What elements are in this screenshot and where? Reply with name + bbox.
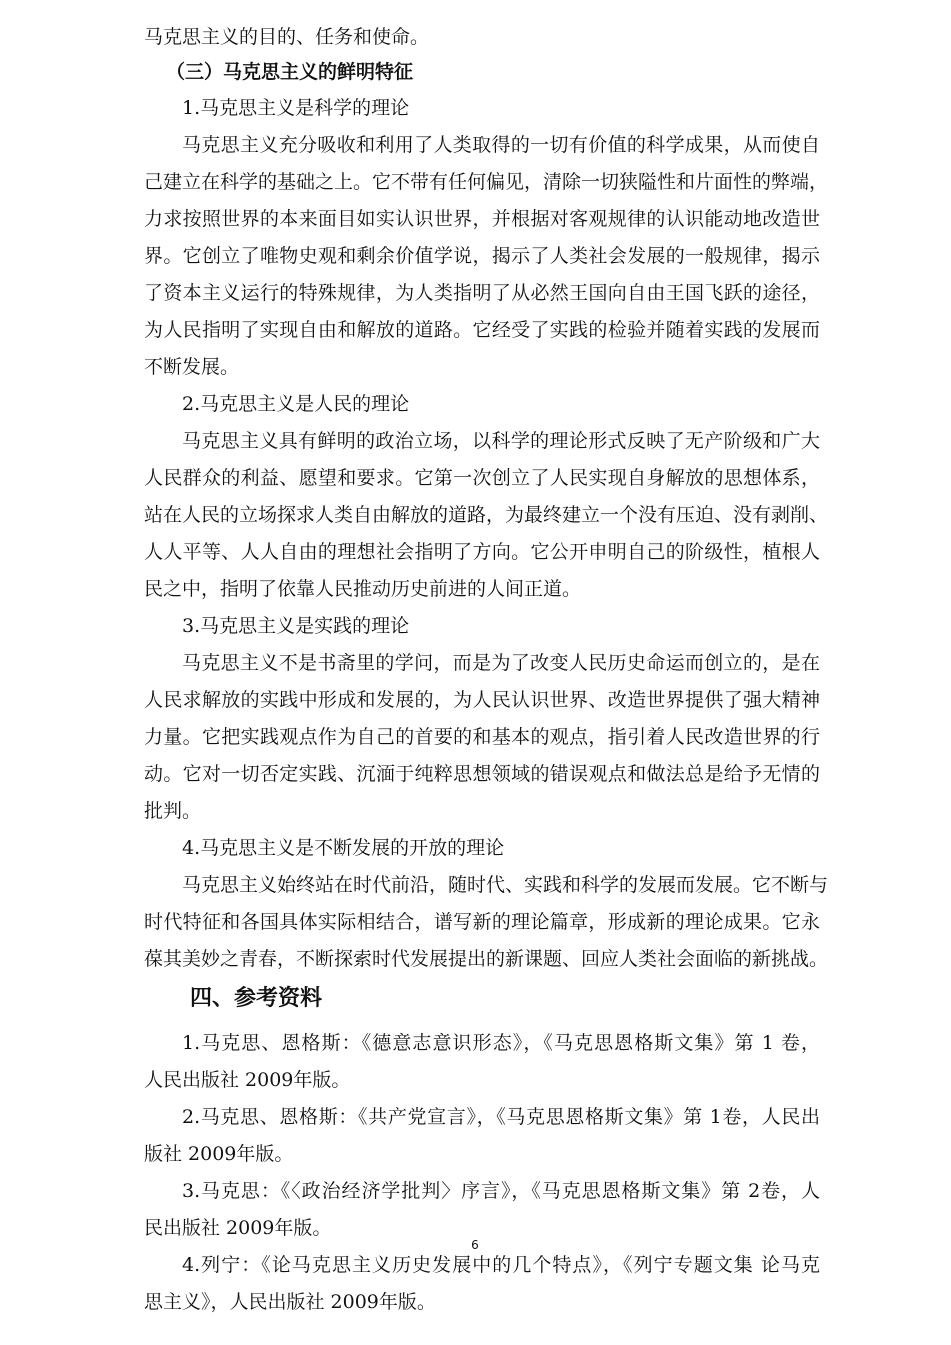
reference-item-line: 3.马克思：《〈政治经济学批判〉序言》，《马克思恩格斯文集》第 2卷，人: [182, 1180, 820, 1202]
feature-2-text-line: 民之中，指明了依靠人民推动历史前进的人间正道。: [144, 578, 582, 600]
reference-item-line: 1.马克思、恩格斯：《德意志意识形态》，《马克思恩格斯文集》第 1 卷，: [182, 1032, 820, 1054]
feature-3-text-line: 批判。: [144, 800, 202, 822]
intro-tail: 马克思主义的目的、任务和使命。: [144, 26, 430, 48]
reference-item-line: 4.列宁：《论马克思主义历史发展中的几个特点》，《列宁专题文集 论马克: [182, 1254, 820, 1276]
feature-2-text-line: 人人平等、人人自由的理想社会指明了方向。它公开申明自己的阶级性，植根人: [144, 541, 820, 563]
feature-4-text-line: 葆其美妙之青春，不断探索时代发展提出的新课题、回应人类社会面临的新挑战。: [144, 948, 829, 970]
feature-1-text-line: 为人民指明了实现自由和解放的道路。它经受了实践的检验并随着实践的发展而: [144, 319, 820, 341]
feature-2-title: 2.马克思主义是人民的理论: [182, 393, 410, 415]
feature-3-text-line: 马克思主义不是书斋里的学问，而是为了改变人民历史命运而创立的，是在: [182, 652, 820, 674]
feature-1-text-line: 己建立在科学的基础之上。它不带有任何偏见，清除一切狭隘性和片面性的弊端，: [144, 171, 829, 193]
feature-2-text-line: 站在人民的立场探求人类自由解放的道路，为最终建立一个没有压迫、没有剥削、: [144, 504, 829, 526]
feature-3-text-line: 动。它对一切否定实践、沉湎于纯粹思想领域的错误观点和做法总是给予无情的: [144, 763, 820, 785]
page-number: 6: [471, 1238, 479, 1252]
feature-1-text-line: 不断发展。: [144, 356, 240, 378]
reference-item-line: 民出版社 2009年版。: [144, 1217, 332, 1239]
reference-item-line: 版社 2009年版。: [144, 1143, 294, 1165]
feature-3-text-line: 力量。它把实践观点作为自己的首要的和基本的观点，指引着人民改造世界的行: [144, 726, 820, 748]
feature-1-text-line: 了资本主义运行的特殊规律，为人类指明了从必然王国向自由王国飞跃的途径，: [144, 282, 820, 304]
feature-1-text-line: 界。它创立了唯物史观和剩余价值学说，揭示了人类社会发展的一般规律，揭示: [144, 245, 820, 267]
feature-4-text-line: 马克思主义始终站在时代前沿，随时代、实践和科学的发展而发展。它不断与: [182, 874, 829, 896]
reference-item-line: 2.马克思、恩格斯：《共产党宣言》，《马克思恩格斯文集》第 1卷，人民出: [182, 1106, 820, 1128]
feature-2-text-line: 人民群众的利益、愿望和要求。它第一次创立了人民实现自身解放的思想体系，: [144, 467, 820, 489]
feature-4-text-line: 时代特征和各国具体实际相结合，谱写新的理论篇章，形成新的理论成果。它永: [144, 911, 820, 933]
section-heading: （三）马克思主义的鲜明特征: [166, 61, 414, 83]
feature-3-text-line: 人民求解放的实践中形成和发展的，为人民认识世界、改造世界提供了强大精神: [144, 689, 820, 711]
feature-4-title: 4.马克思主义是不断发展的开放的理论: [182, 837, 505, 859]
reference-item-line: 人民出版社 2009年版。: [144, 1069, 351, 1091]
feature-3-title: 3.马克思主义是实践的理论: [182, 615, 410, 637]
feature-2-text-line: 马克思主义具有鲜明的政治立场，以科学的理论形式反映了无产阶级和广大: [182, 430, 820, 452]
feature-1-text-line: 马克思主义充分吸收和利用了人类取得的一切有价值的科学成果，从而使自: [182, 134, 820, 156]
feature-1-title: 1.马克思主义是科学的理论: [182, 97, 410, 119]
reference-item-line: 思主义》，人民出版社 2009年版。: [144, 1291, 436, 1313]
feature-1-text-line: 力求按照世界的本来面目如实认识世界，并根据对客观规律的认识能动地改造世: [144, 208, 820, 230]
references-heading: 四、参考资料: [190, 986, 323, 1011]
